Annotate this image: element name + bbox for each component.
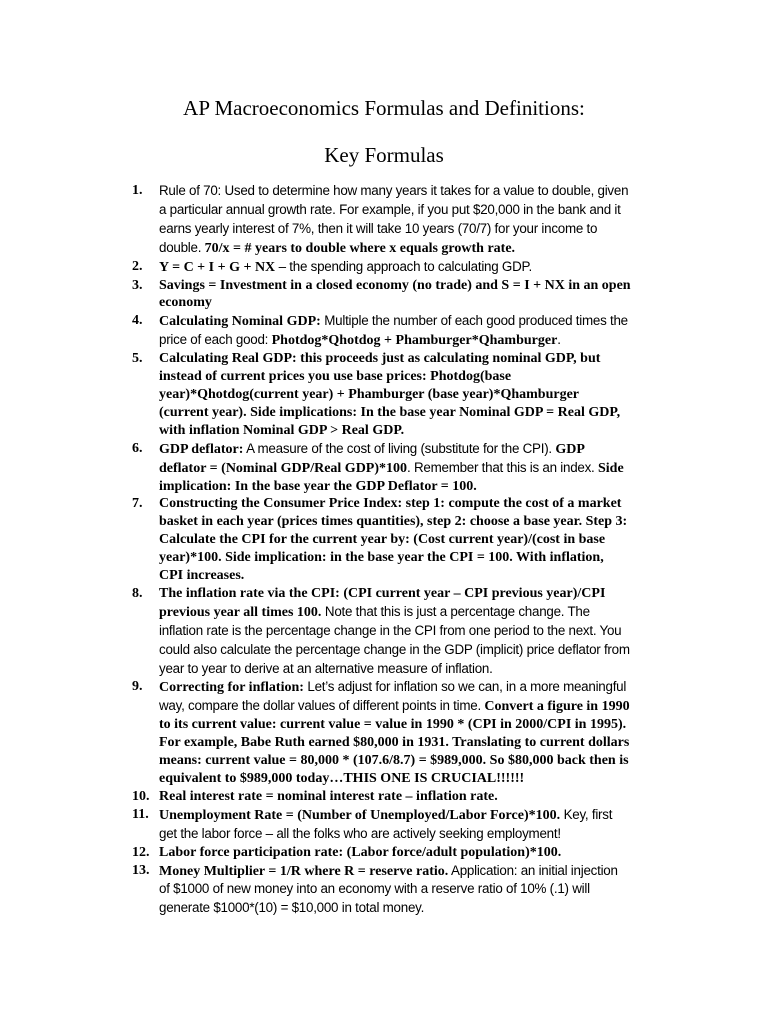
list-item-number: 4. (132, 313, 143, 329)
bold-text-segment: Real interest rate = nominal interest rate – inflation rate. (159, 788, 498, 804)
list-item (0, 440, 631, 496)
list-item (0, 312, 631, 350)
section-heading: Key Formulas (324, 143, 444, 167)
list-item (0, 182, 631, 258)
list-item-text (159, 678, 631, 787)
bold-text-segment: Convert a figure in 1990 to its current value: current value = value in 1990 * (CPI in 2000/CPI in 1995). For example, Babe Ruth earned $80,000 in 1931. Translating to current dollars means: current value = 80,000 * (107.6/8.7) = $989,000. So $80,000 back then is equivalent to $989,000 today…THIS ONE IS CRUCIAL!!!!!! (159, 699, 630, 786)
text-segment: Rule of 70: Used to determine how many years it takes for a value to double, given a particular annual growth rate. For example, if you put $20,000 in the bank and it earns yearly interest of 7%, then it will take 10 years (70/7) for your income to double. (159, 183, 629, 255)
list-item-number: 6. (132, 440, 143, 456)
list-item-text (159, 182, 631, 258)
list-item-number: 3. (132, 277, 143, 293)
list-item-text (159, 495, 631, 585)
list-item-text (159, 312, 631, 350)
list-item (0, 585, 631, 679)
list-item (0, 350, 631, 440)
list-item (0, 788, 631, 806)
list-item-number: 1. (132, 183, 143, 198)
formula-list (0, 182, 768, 918)
text-segment: Key, first get the labor force – all the folks who are actively seeking employment! (159, 806, 613, 841)
list-item (0, 277, 631, 313)
list-item (0, 495, 631, 585)
bold-text-segment: Photdog*Qhotdog + Phamburger*Qhamburger (271, 333, 558, 349)
list-item-text (159, 350, 631, 440)
bold-text-segment: GDP deflator: (159, 441, 244, 457)
text-segment: Multiple the number of each good produced times the price of each good: (159, 313, 628, 348)
list-item-text (159, 788, 631, 806)
text-segment: . (557, 332, 561, 348)
list-item-text (159, 585, 631, 679)
text-segment: A measure of the cost of living (substitute for the CPI). (243, 440, 556, 456)
list-item-number: 7. (132, 496, 143, 512)
list-item-number: 12. (132, 844, 150, 860)
bold-text-segment: Constructing the Consumer Price Index: step 1: compute the cost of a market basket in each year (prices times quantities), step 2: choose a base year. Step 3: Calculate the CPI for the current year by: (Cost current year)/(cost in base year)*100. Side implication: in the base year the CPI = 100. With inflation, CPI increases. (159, 496, 628, 584)
bold-text-segment: Y = C + I + G + NX (159, 259, 276, 275)
bold-text-segment: Savings = Investment in a closed economy (no trade) and S = I + NX in an open economy (159, 277, 631, 311)
list-item-text (159, 440, 631, 496)
list-item (0, 258, 631, 277)
list-item-text (159, 277, 631, 313)
bold-text-segment: Calculating Real GDP: this proceeds just as calculating nominal GDP, but instead of current prices you use base prices: Photdog(base year)*Qhotdog(current year) + Phamburger (base year)*Qhamburger (current year). Side implications: In the base year Nominal GDP = Real GDP, with inflation Nominal GDP > Real GDP. (159, 351, 621, 438)
list-item (0, 862, 631, 919)
text-segment: – the spending approach to calculating GDP. (275, 258, 532, 274)
list-item-number: 2. (132, 258, 143, 274)
text-segment: Note that this is just a percentage change. The inflation rate is the percentage change in the CPI from one period to the next. You could also calculate the percentage change in the GDP (implicit) price deflator from year to year to derive at an alternative measure of inflation. (159, 603, 630, 676)
text-segment: Application: an initial injection of $1000 of new money into an economy with a reserve ratio of 10% (.1) will generate $1000*(10) = $10,000 in total money. (159, 862, 618, 916)
list-item-number: 11. (132, 806, 149, 822)
bold-text-segment: Labor force participation rate: (Labor force/adult population)*100. (159, 844, 562, 860)
list-item-text (159, 862, 631, 919)
bold-text-segment: Unemployment Rate = (Number of Unemployed/Labor Force)*100. (159, 807, 561, 823)
document-title: AP Macroeconomics Formulas and Definitions: (183, 96, 585, 120)
list-item (0, 678, 631, 787)
bold-text-segment: Correcting for inflation: (159, 680, 304, 696)
bold-text-segment: GDP deflator = (Nominal GDP/Real GDP)*100 (159, 441, 585, 476)
list-item-number: 13. (132, 862, 150, 878)
list-item-number: 5. (132, 351, 143, 367)
list-item-number: 9. (132, 679, 143, 695)
list-item-text (159, 844, 631, 862)
list-item-number: 10. (132, 788, 150, 804)
list-item-text (159, 258, 631, 277)
bold-text-segment: The inflation rate via the CPI: (CPI current year – CPI previous year)/CPI previous year all times 100. (159, 585, 606, 620)
list-item-text (159, 806, 631, 844)
bold-text-segment: Calculating Nominal GDP: (159, 314, 321, 330)
bold-text-segment: Side implication: In the base year the GDP Deflator = 100. (159, 460, 624, 494)
text-segment: . Remember that this is an index. (407, 459, 598, 475)
text-segment: Let’s adjust for inflation so we can, in a more meaningful way, compare the dollar values of different points in time. (159, 679, 627, 714)
bold-text-segment: Money Multiplier = 1/R where R = reserve ratio. (159, 863, 449, 879)
list-item-number: 8. (132, 585, 143, 601)
list-item (0, 844, 631, 862)
bold-text-segment: 70/x = # years to double where x equals growth rate. (204, 240, 516, 256)
list-item (0, 806, 631, 844)
